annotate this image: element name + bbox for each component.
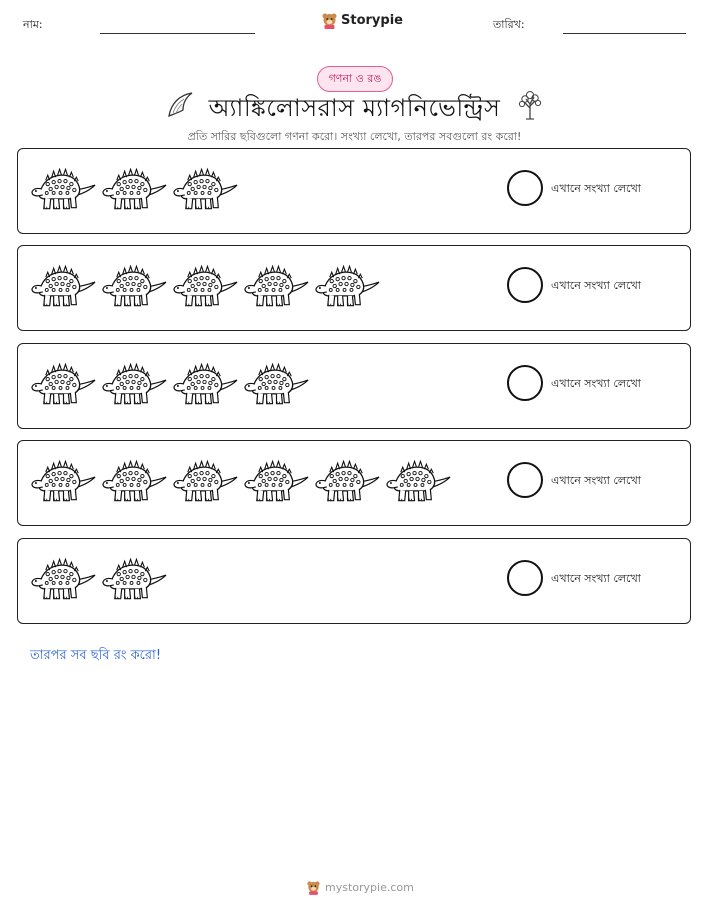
answer-circle[interactable] (507, 462, 543, 498)
ankylosaurus-picture (101, 553, 168, 605)
ankylosaurus-picture (101, 163, 168, 215)
ankylosaurus-picture (30, 163, 97, 215)
ankylosaurus-picture (101, 358, 168, 410)
ankylosaurus-picture (30, 553, 97, 605)
footer-brand (307, 880, 414, 895)
bear-icon (322, 12, 337, 29)
ankylosaurus-picture (30, 455, 97, 507)
ankylosaurus-picture (172, 163, 239, 215)
ankylosaurus-picture (172, 358, 239, 410)
dino-group (30, 260, 381, 318)
ankylosaurus-picture (243, 260, 310, 312)
title-area (0, 88, 709, 124)
answer-label: এখানে সংখ্যা লেখো (551, 377, 641, 390)
ankylosaurus-picture (172, 260, 239, 312)
answer-circle[interactable] (507, 170, 543, 206)
dino-group (30, 553, 168, 611)
dino-group (30, 455, 452, 513)
ankylosaurus-picture (30, 358, 97, 410)
page-title: অ্যাঙ্কিলোসরাস ম্যাগনিভেন্ট্রিস (208, 94, 501, 122)
brand-logo (322, 12, 403, 29)
ankylosaurus-picture (243, 455, 310, 507)
name-label: নাম: (23, 18, 43, 31)
ankylosaurus-picture (385, 455, 452, 507)
ankylosaurus-picture (314, 260, 381, 312)
ankylosaurus-picture (101, 455, 168, 507)
answer-circle[interactable] (507, 560, 543, 596)
date-label: তারিখ: (493, 18, 525, 31)
name-line[interactable] (100, 33, 255, 34)
ankylosaurus-picture (30, 260, 97, 312)
date-line[interactable] (563, 33, 686, 34)
answer-label: এখানে সংখ্যা লেখো (551, 279, 641, 292)
ankylosaurus-picture (172, 455, 239, 507)
ankylosaurus-picture (101, 260, 168, 312)
answer-label: এখানে সংখ্যা লেখো (551, 572, 641, 585)
count-row-2 (17, 245, 691, 331)
answer-label: এখানে সংখ্যা লেখো (551, 474, 641, 487)
tree-icon (516, 90, 544, 120)
category-badge: গণনা ও রঙ (317, 66, 393, 92)
answer-label: এখানে সংখ্যা লেখো (551, 182, 641, 195)
dino-group (30, 163, 239, 221)
ankylosaurus-picture (314, 455, 381, 507)
count-row-3 (17, 343, 691, 429)
brand-name: Storypie (341, 13, 403, 28)
dino-group (30, 358, 310, 416)
color-instruction: তারপর সব ছবি রং করো! (30, 648, 162, 663)
bear-icon (307, 880, 320, 895)
instructions: প্রতি সারির ছবিগুলো গণনা করো। সংখ্যা লেখো, তারপর সবগুলো রং করো! (187, 130, 522, 143)
count-row-1 (17, 148, 691, 234)
count-row-5 (17, 538, 691, 624)
answer-circle[interactable] (507, 365, 543, 401)
count-row-4 (17, 440, 691, 526)
ankylosaurus-picture (243, 358, 310, 410)
footer-site: mystorypie.com (325, 881, 414, 894)
answer-circle[interactable] (507, 267, 543, 303)
